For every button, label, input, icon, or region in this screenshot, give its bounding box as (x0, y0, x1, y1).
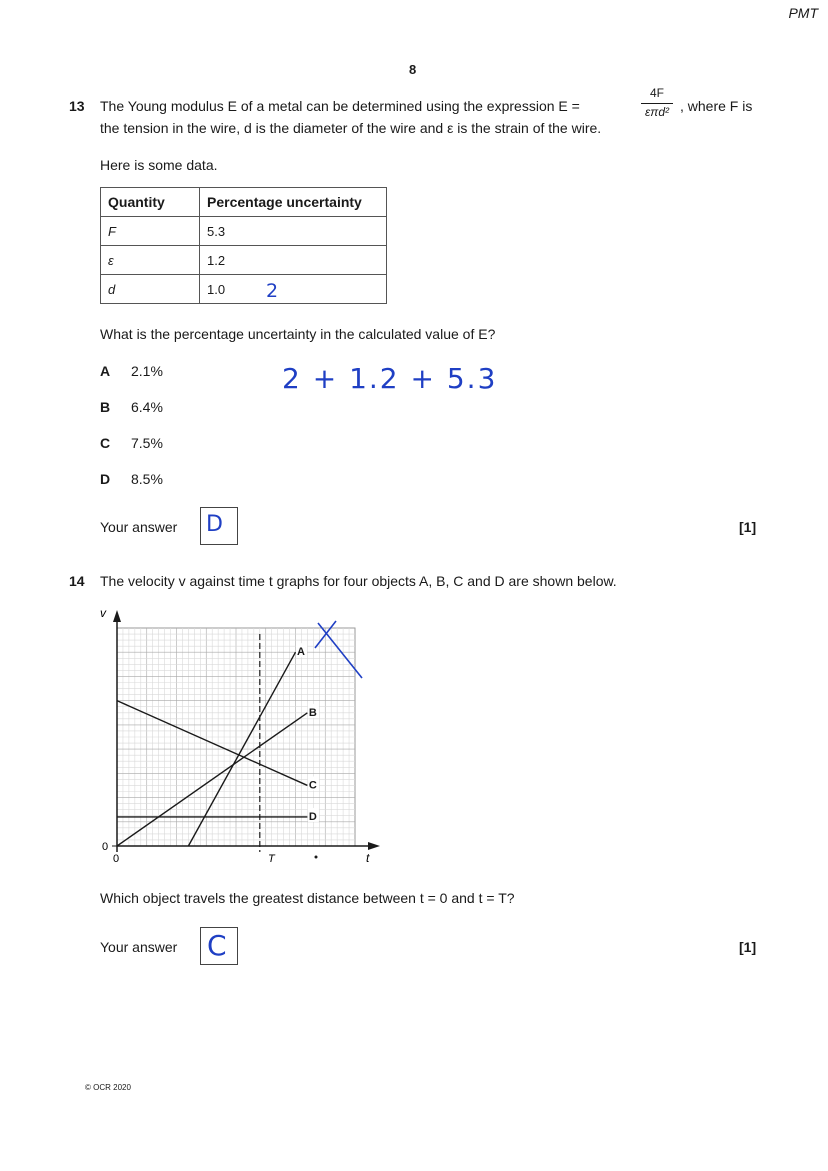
series-label-c: C (308, 779, 317, 792)
q14-answer-value: C (207, 929, 227, 962)
series-label-b: B (308, 706, 317, 719)
y-tick-0: 0 (102, 841, 109, 853)
q13-line1-end: , where F is (680, 98, 753, 114)
y-axis-label: v (100, 606, 106, 620)
table-cell-value: 1.0 (200, 275, 387, 304)
option-letter: D (100, 471, 111, 487)
option-letter: A (100, 363, 111, 379)
formula-denominator: επd² (645, 105, 669, 119)
q13-number: 13 (69, 98, 85, 114)
q13-question: What is the percentage uncertainty in the calculated value of E? (100, 326, 496, 342)
y-axis-arrow (113, 610, 121, 622)
x-axis-arrow (368, 842, 380, 850)
table-cell-quantity: d (101, 275, 200, 304)
x-tick-T: T (268, 853, 275, 865)
handwritten-annotation-2: 2 (266, 280, 279, 302)
q14-number: 14 (69, 573, 85, 589)
option-value: 6.4% (131, 399, 163, 415)
table-cell-quantity: ε (101, 246, 200, 275)
q13-intro: Here is some data. (100, 157, 218, 173)
x-axis-label: t (366, 851, 370, 865)
graph-grid (117, 628, 355, 846)
option-letter: C (100, 435, 111, 451)
option-value: 8.5% (131, 471, 163, 487)
option-value: 2.1% (131, 363, 163, 379)
page-number: 8 (409, 62, 417, 77)
corner-label: PMT (788, 5, 818, 21)
table-cell-value: 5.3 (200, 217, 387, 246)
q13-answer-label: Your answer (100, 519, 178, 535)
stray-dot (315, 856, 318, 859)
q14-question: Which object travels the greatest distance between t = 0 and t = T? (100, 890, 515, 906)
x-tick-0: 0 (113, 853, 120, 865)
q13-answer-value: D (206, 512, 223, 537)
q14-answer-box[interactable] (200, 927, 238, 965)
q14-text: The velocity v against time t graphs for four objects A, B, C and D are shown below. (100, 573, 617, 589)
formula-numerator: 4F (649, 86, 664, 100)
table-header-uncertainty: Percentage uncertainty (200, 188, 387, 217)
q14-marks: [1] (739, 939, 757, 955)
option-value: 7.5% (131, 435, 163, 451)
option-letter: B (100, 399, 111, 415)
table-header-quantity: Quantity (101, 188, 200, 217)
table-cell-quantity: F (101, 217, 200, 246)
q13-marks: [1] (739, 519, 757, 535)
series-label-d: D (308, 810, 317, 823)
handwritten-working: 2 + 1.2 + 5.3 (282, 362, 498, 395)
series-label-a: A (297, 646, 305, 659)
copyright: © OCR 2020 (85, 1083, 131, 1092)
table-cell-value: 1.2 (200, 246, 387, 275)
q13-line1: The Young modulus E of a metal can be determined using the expression E = (100, 98, 580, 114)
q14-answer-label: Your answer (100, 939, 178, 955)
q13-line2: the tension in the wire, d is the diameter of the wire and ε is the strain of the wire. (100, 120, 602, 136)
